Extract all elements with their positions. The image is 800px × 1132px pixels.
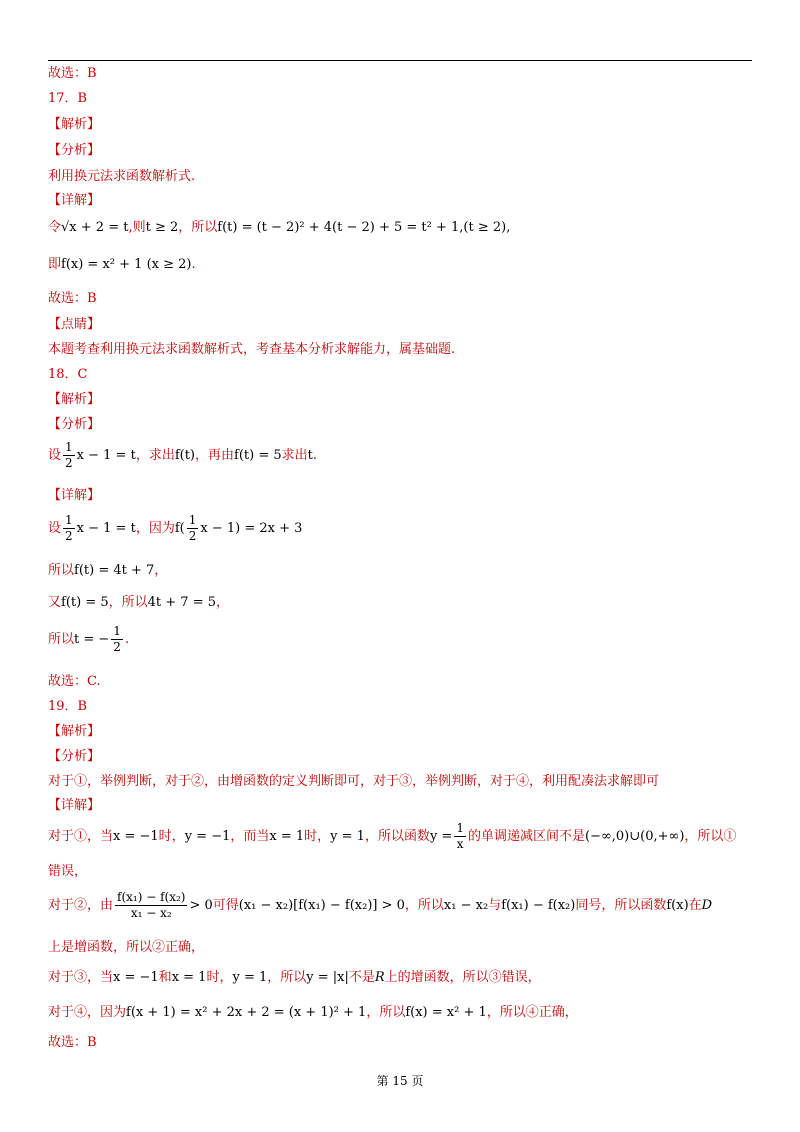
- solution-line: 又f(t) = 5，所以4t + 7 = 5，: [48, 595, 230, 610]
- section-label-xiangjie: 【详解】: [48, 798, 101, 813]
- solution-line: 所以t = − $\frac{1}{2}$ .: [48, 624, 130, 654]
- question-17-heading: 17．B: [48, 91, 88, 106]
- answer-line: 故选：B: [48, 1035, 97, 1050]
- fraction: $\frac{\text{f(x₁) − f(x₂)}}{\text{x₁ − x₂}}$: [117, 890, 186, 920]
- solution-line: 令√x + 2 = t,则t ≥ 2，所以f(t) = (t − 2)² + 4(t − 2) + 5 = t² + 1,(t ≥ 2),: [48, 220, 511, 235]
- analysis-text: 利用换元法求函数解析式.: [48, 169, 196, 184]
- section-label-xiangjie: 【详解】: [48, 488, 101, 503]
- header-rule: [48, 60, 752, 61]
- section-label-fenxi: 【分析】: [48, 417, 101, 432]
- solution-line: 设 $\frac{1}{2}$ x − 1 = t，因为f( $\frac{1}{2}$ x − 1) = 2x + 3: [48, 513, 303, 543]
- solution-line: 所以f(t) = 4t + 7，: [48, 563, 168, 578]
- question-18-heading: 18．C: [48, 367, 88, 382]
- question-19-heading: 19．B: [48, 699, 88, 714]
- comment-text: 本题考查利用换元法求函数解析式，考查基本分析求解能力，属基础题.: [48, 342, 456, 357]
- solution-line: 对于①，当x = −1时，y = −1，而当x = 1时，y = 1，所以函数y = $\frac{1}{x}$ 的单调递减区间不是(−∞,0)∪(0,+∞)，所以①: [48, 821, 737, 851]
- solution-line: 错误，: [48, 864, 88, 879]
- answer-line: 故选：C.: [48, 674, 101, 689]
- fraction: $\frac{1}{2}$: [113, 624, 121, 654]
- solution-line: 对于④，因为f(x + 1) = x² + 2x + 2 = (x + 1)² + 1，所以f(x) = x² + 1，所以④正确，: [48, 1005, 578, 1020]
- solution-line: 上是增函数，所以②正确，: [48, 940, 205, 955]
- section-label-jiexi: 【解析】: [48, 392, 101, 407]
- fraction: $\frac{1}{2}$: [65, 513, 73, 543]
- fraction: $\frac{1}{2}$: [65, 440, 73, 470]
- fraction: $\frac{1}{2}$: [188, 513, 197, 543]
- analysis-line: 设 $\frac{1}{2}$ x − 1 = t，求出f(t)，再由f(t) = 5求出t.: [48, 440, 318, 470]
- solution-line: 即f(x) = x² + 1 (x ≥ 2).: [48, 257, 196, 272]
- analysis-text: 对于①，举例判断，对于②，由增函数的定义判断即可，对于③，举例判断，对于④，利用配凑法求解即可: [48, 774, 660, 789]
- solution-line: 对于③，当x = −1和x = 1时，y = 1，所以y = |x|不是R上的增函数，所以③错误，: [48, 970, 541, 985]
- page-number: 第 15 页: [376, 1074, 424, 1088]
- section-label-dianjing: 【点睛】: [48, 317, 101, 332]
- answer-line: 故选：B: [48, 66, 97, 81]
- answer-line: 故选：B: [48, 291, 97, 306]
- section-label-fenxi: 【分析】: [48, 749, 101, 764]
- section-label-jiexi: 【解析】: [48, 724, 101, 739]
- section-label-jiexi: 【解析】: [48, 117, 101, 132]
- solution-line: 对于②，由 $\frac{\text{f(x₁) − f(x₂)}}{\text{x₁ − x₂}}$ > 0可得(x₁ − x₂)[f(x₁) − f(x₂)] > 0，所以x₁ − x₂与f(x₁) − f(x₂)同号，所以函数f(x)在D: [48, 890, 713, 920]
- section-label-xiangjie: 【详解】: [48, 193, 101, 208]
- section-label-fenxi: 【分析】: [48, 143, 101, 158]
- fraction: $\frac{1}{x}$: [456, 821, 464, 851]
